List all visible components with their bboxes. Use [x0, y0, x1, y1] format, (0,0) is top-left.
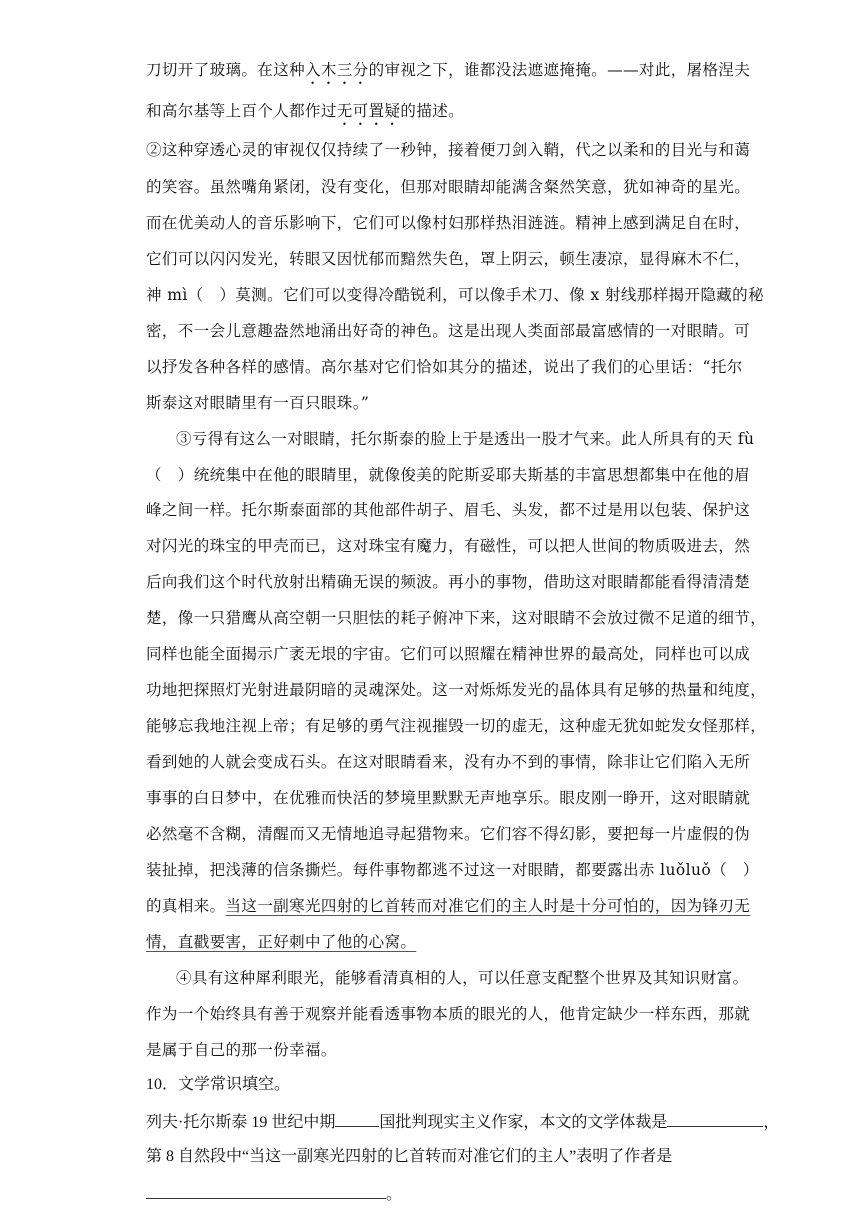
underlined-sentence: 情，直戳要害，正好刺中了他的心窝。 — [146, 933, 417, 951]
p3-line-14 — [146, 896, 750, 916]
p3-line-12: 必然毫不含糊，清醒而又无情地追寻起猎物来。它们容不得幻影，要把每一片虚假的伪 — [146, 825, 751, 843]
p4-line-2: 作为一个始终具有善于观察并能看透事物本质的眼光的人，他肯定缺少一样东西，那就 — [146, 1005, 751, 1023]
answer-blank[interactable] — [146, 1182, 386, 1199]
p3-line-8: 功地把探照灯光射进最阴暗的灵魂深处。这一对烁烁发光的晶体具有足够的热量和纯度， — [146, 681, 767, 699]
emphasized-phrase: 入木三分 — [305, 61, 369, 79]
question-line-1 — [146, 1110, 779, 1134]
text-run: 的描述。 — [400, 102, 465, 120]
underlined-sentence: 当这一副寒光四射的匕首转而对准它们的主人时是十分可怕的，因为锋刃无 — [225, 897, 751, 915]
p3-line-13: 装扯掉，把浅薄的信条撕烂。每件事物都逃不过这一对眼睛，都要露出赤 luǒluǒ（ ） — [146, 861, 759, 879]
p3-line-9: 能够忘我地注视上帝；有足够的勇气注视摧毁一切的虚无，这种虚无犹如蛇发女怪那样， — [146, 717, 767, 735]
question-title: 10．文学常识填空。 — [146, 1076, 291, 1093]
answer-blank[interactable] — [667, 1110, 763, 1127]
text-run: 和高尔基等上百个人都作过 — [146, 102, 337, 120]
p3-line-4: 对闪光的珠宝的甲壳而已，这对珠宝有魔力，有磁性，可以把人世间的物质吸进去，然 — [146, 537, 751, 555]
p1-line-1 — [146, 60, 750, 88]
p2-line-6: 密，不一会儿意趣盎然地涌出好奇的神色。这是出现人类面部最富感情的一对眼睛。可 — [146, 322, 751, 340]
p3-line-5: 后向我们这个时代放射出精确无误的频波。再小的事物，借助这对眼睛都能看得清清楚 — [146, 573, 751, 591]
text-run: 国批判现实主义作家，本文的文学体裁是 — [379, 1114, 668, 1131]
question-line-3 — [146, 1182, 402, 1206]
text-run: 。 — [386, 1186, 403, 1203]
p2-line-1: ②这种穿透心灵的审视仅仅持续了一秒钟，接着便刀剑入鞘，代之以柔和的目光与和蔼 — [146, 141, 751, 159]
p2-line-7: 以抒发各种各样的感情。高尔基对它们恰如其分的描述，说出了我们的心里话：“托尔 — [146, 358, 743, 376]
p3-line-6: 楚，像一只猎鹰从高空朝一只胆怯的耗子俯冲下来，这对眼睛不会放过微不足道的细节， — [146, 609, 767, 627]
text-run: 的真相来。 — [146, 897, 226, 915]
p3-line-2: （ ）统统集中在他的眼睛里，就像俊美的陀斯妥耶夫斯基的丰富思想都集中在他的眉 — [146, 466, 751, 484]
answer-blank[interactable] — [335, 1110, 379, 1127]
p2-line-8: 斯泰这对眼睛里有一百只眼珠。” — [146, 394, 370, 412]
p3-line-7: 同样也能全面揭示广袤无垠的宇宙。它们可以照耀在精神世界的最高处，同样也可以成 — [146, 645, 751, 663]
p3-line-11: 事事的白日梦中，在优雅而快活的梦境里默默无声地享乐。眼皮刚一睁开，这对眼睛就 — [146, 789, 751, 807]
text-run: 的审视之下，谁都没法遮遮掩掩。——对此，屠格涅夫 — [368, 61, 751, 79]
p3-line-15 — [146, 932, 416, 952]
p1-line-2 — [146, 101, 464, 129]
p2-line-5: 神 mì（ ）莫测。它们可以变得冷酷锐利，可以像手术刀、像 x 射线那样揭开隐藏的秘 — [146, 286, 764, 304]
p4-line-3: 是属于自己的那一份幸福。 — [146, 1041, 337, 1059]
text-run: 刀切开了玻璃。在这种 — [146, 61, 306, 79]
text-run: ， — [763, 1114, 780, 1131]
p2-line-4: 它们可以闪闪发光，转眼又因忧郁而黯然失色，罩上阴云，顿生凄凉，显得麻木不仁， — [146, 250, 751, 268]
p3-line-1: ③亏得有这么一对眼睛，托尔斯泰的脸上于是透出一股才气来。此人所具有的天 fù — [176, 430, 755, 448]
p4-line-1: ④具有这种犀利眼光，能够看清真相的人，可以任意支配整个世界及其知识财富。 — [176, 969, 749, 987]
question-line-2: 第 8 自然段中“当这一副寒光四射的匕首转而对准它们的主人”表明了作者是 — [146, 1148, 673, 1165]
text-run: 列夫·托尔斯泰 19 世纪中期 — [146, 1114, 336, 1131]
p3-line-3: 峰之间一样。托尔斯泰面部的其他部件胡子、眉毛、头发，都不过是用以包装、保护这 — [146, 501, 751, 519]
emphasized-phrase: 无可置疑 — [336, 102, 401, 120]
p2-line-2: 的笑容。虽然嘴角紧闭，没有变化，但那对眼睛却能满含粲然笑意，犹如神奇的星光。 — [146, 178, 751, 196]
p2-line-3: 而在优美动人的音乐影响下，它们可以像村妇那样热泪涟涟。精神上感到满足自在时， — [146, 214, 751, 232]
p3-line-10: 看到她的人就会变成石头。在这对眼睛看来，没有办不到的事情，除非让它们陷入无所 — [146, 753, 751, 771]
